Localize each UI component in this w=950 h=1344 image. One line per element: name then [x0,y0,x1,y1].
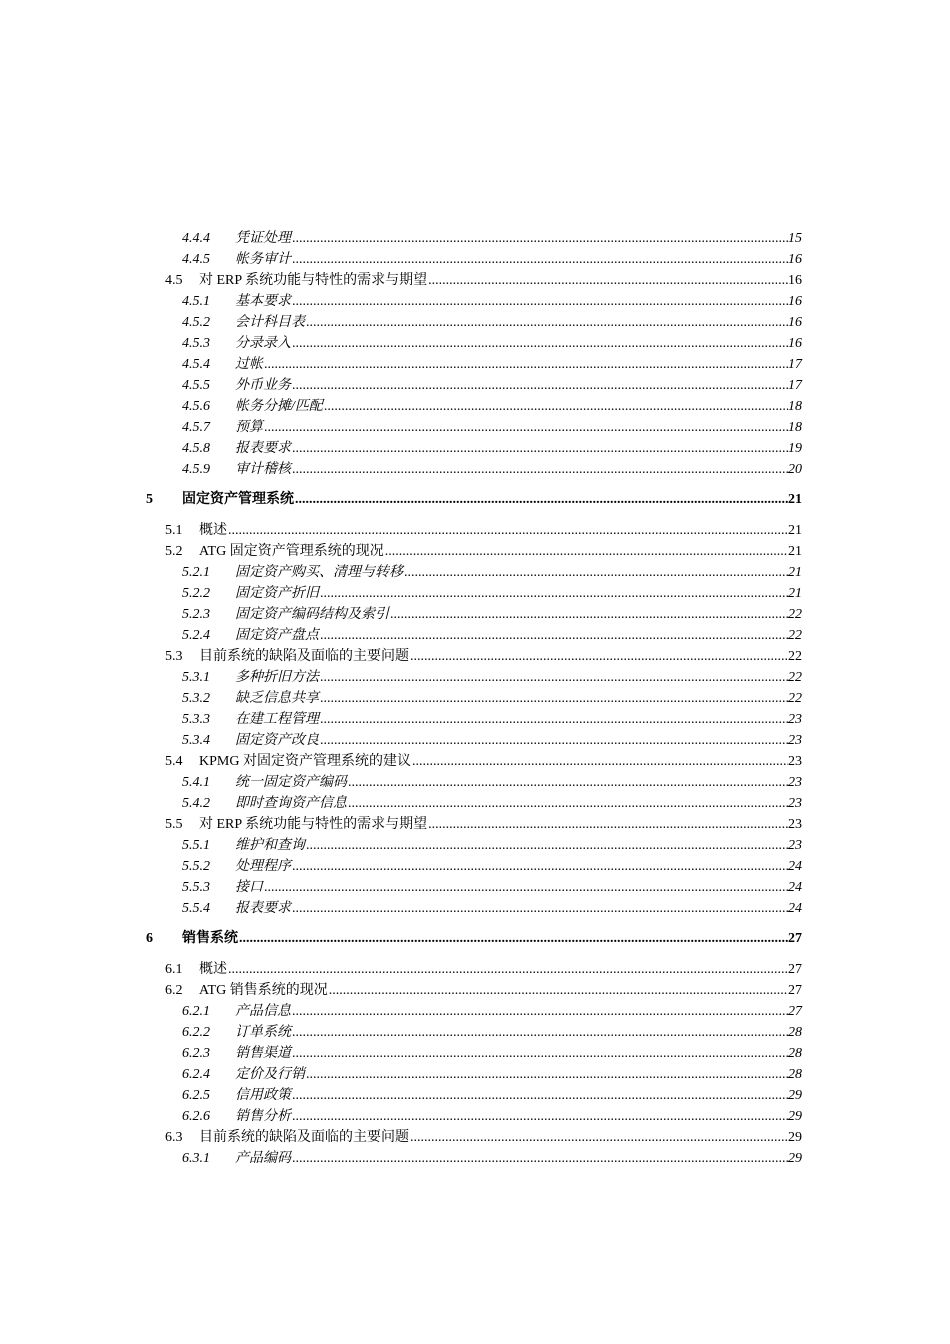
toc-entry-page-number: 21 [788,492,802,507]
toc-entry-title: 预算 [235,420,263,435]
toc-entry-body [235,772,802,793]
toc-entry-level-3[interactable] [0,793,950,814]
toc-entry-number: 4.5.9 [182,462,210,477]
toc-entry-level-3[interactable] [0,1064,950,1085]
dot-leader [292,898,788,919]
toc-entry-page-number: 28 [788,1025,802,1040]
toc-entry-level-1[interactable] [0,485,950,515]
toc-entry-title: 分录录入 [235,336,291,351]
toc-entry-body [199,270,802,291]
toc-entry-level-2[interactable] [0,751,950,772]
toc-entry-page-number: 16 [788,336,802,351]
toc-entry-number: 5.3.4 [182,733,210,748]
toc-entry-body [199,1127,802,1148]
toc-entry-body [199,980,802,1001]
toc-entry-title: 会计科目表 [235,315,305,330]
toc-entry-title: 审计稽核 [235,462,291,477]
toc-entry-body [235,375,802,396]
dot-leader [410,1127,788,1148]
toc-entry-number: 6.2.5 [182,1088,210,1103]
toc-entry-page-number: 24 [788,880,802,895]
dot-leader [292,459,788,480]
toc-entry-level-3[interactable] [0,312,950,333]
dot-leader [410,646,788,667]
dot-leader [292,333,788,354]
toc-entry-page-number: 22 [788,670,802,685]
toc-entry-level-3[interactable] [0,249,950,270]
toc-entry-body [199,959,802,980]
toc-entry-title: 产品信息 [235,1004,291,1019]
toc-entry-page-number: 24 [788,901,802,916]
toc-entry-number: 5.5 [165,817,183,832]
toc-entry-number: 4.5.8 [182,441,210,456]
toc-entry-title: KPMG 对固定资产管理系统的建议 [199,754,411,769]
toc-entry-number: 4.4.5 [182,252,210,267]
toc-entry-number: 5.5.4 [182,901,210,916]
toc-entry-number: 6.2.4 [182,1067,210,1082]
toc-entry-number: 5.1 [165,523,183,538]
toc-entry-level-3[interactable] [0,730,950,751]
toc-entry-title: 目前系统的缺陷及面临的主要问题 [199,649,409,664]
toc-entry-page-number: 21 [788,565,802,580]
toc-entry-title: 概述 [199,962,227,977]
toc-entry-title: 对 ERP 系统功能与特性的需求与期望 [199,273,428,288]
toc-entry-title: 固定资产编码结构及索引 [235,607,389,622]
toc-entry-title: 外币业务 [235,378,291,393]
toc-entry-title: 固定资产改良 [235,733,319,748]
toc-entry-level-3[interactable] [0,291,950,312]
toc-entry-page-number: 28 [788,1067,802,1082]
toc-entry-level-3[interactable] [0,375,950,396]
toc-entry-page-number: 27 [788,1004,802,1019]
toc-entry-page-number: 23 [788,733,802,748]
toc-entry-body [235,604,802,625]
dot-leader [292,1022,788,1043]
toc-entry-body [235,228,802,249]
toc-entry-level-2[interactable] [0,270,950,291]
toc-entry-title: 销售分析 [235,1109,291,1124]
toc-entry-body [235,1022,802,1043]
dot-leader [348,793,788,814]
toc-entry-number: 4.4.4 [182,231,210,246]
toc-entry-number: 6.1 [165,962,183,977]
toc-entry-title: 产品编码 [235,1151,291,1166]
toc-entry-title: 过帐 [235,357,263,372]
toc-entry-body [235,709,802,730]
toc-entry-level-3[interactable] [0,333,950,354]
toc-entry-level-2[interactable] [0,1127,950,1148]
dot-leader [320,709,788,730]
toc-entry-page-number: 28 [788,1046,802,1061]
toc-entry-number: 4.5.5 [182,378,210,393]
toc-entry-page-number: 17 [788,378,802,393]
toc-entry-title: 报表要求 [235,901,291,916]
toc-entry-page-number: 27 [788,962,802,977]
toc-entry-title: 统一固定资产编码 [235,775,347,790]
toc-entry-title: 订单系统 [235,1025,291,1040]
toc-entry-level-2[interactable] [0,520,950,541]
toc-entry-page-number: 29 [788,1151,802,1166]
toc-entry-title: 固定资产折旧 [235,586,319,601]
toc-entry-title: 接口 [235,880,263,895]
dot-leader [348,772,788,793]
toc-entry-level-3[interactable] [0,438,950,459]
toc-entry-page-number: 23 [788,775,802,790]
toc-entry-page-number: 23 [788,796,802,811]
toc-entry-number: 5.2.3 [182,607,210,622]
toc-entry-page-number: 19 [788,441,802,456]
toc-entry-page-number: 27 [788,983,802,998]
toc-entry-level-3[interactable] [0,583,950,604]
toc-entry-body [235,1064,802,1085]
toc-entry-page-number: 27 [788,931,802,946]
toc-entry-number: 5.5.2 [182,859,210,874]
toc-entry-page-number: 22 [788,649,802,664]
toc-entry-body [235,1106,802,1127]
dot-leader [320,730,788,751]
dot-leader [292,1001,788,1022]
toc-entry-number: 5 [146,492,153,507]
dot-leader [228,520,788,541]
toc-entry-title: 目前系统的缺陷及面临的主要问题 [199,1130,409,1145]
dot-leader [264,354,788,375]
toc-entry-number: 6.3 [165,1130,183,1145]
toc-entry-body [199,646,802,667]
toc-entry-page-number: 23 [788,712,802,727]
toc-entry-title: ATG 销售系统的现况 [199,983,328,998]
dot-leader [264,877,788,898]
dot-leader [329,980,788,1001]
toc-entry-title: 缺乏信息共享 [235,691,319,706]
toc-entry-number: 4.5 [165,273,183,288]
toc-entry-level-3[interactable] [0,417,950,438]
toc-entry-page-number: 17 [788,357,802,372]
toc-entry-level-3[interactable] [0,228,950,249]
toc-entry-number: 5.5.3 [182,880,210,895]
toc-entry-level-3[interactable] [0,396,950,417]
dot-leader [292,291,788,312]
toc-entry-body [235,417,802,438]
toc-entry-body [235,730,802,751]
toc-entry-body [235,291,802,312]
toc-entry-level-3[interactable] [0,1043,950,1064]
dot-leader [320,667,788,688]
toc-entry-body [235,898,802,919]
toc-entry-level-3[interactable] [0,562,950,583]
toc-entry-body [235,1148,802,1169]
dot-leader [292,375,788,396]
toc-entry-level-2[interactable] [0,814,950,835]
toc-entry-body [235,583,802,604]
toc-entry-number: 5.4 [165,754,183,769]
toc-entry-body [199,541,802,562]
table-of-contents [0,228,950,1169]
toc-entry-body [235,438,802,459]
dot-leader [412,751,788,772]
toc-entry-page-number: 23 [788,817,802,832]
dot-leader [239,924,788,954]
toc-entry-level-3[interactable] [0,1022,950,1043]
toc-entry-body [199,814,802,835]
dot-leader [292,1043,788,1064]
dot-leader [428,270,788,291]
toc-entry-body [235,396,802,417]
dot-leader [228,959,788,980]
toc-entry-page-number: 21 [788,523,802,538]
toc-entry-level-2[interactable] [0,980,950,1001]
toc-entry-page-number: 24 [788,859,802,874]
toc-entry-number: 4.5.7 [182,420,210,435]
toc-entry-body [235,877,802,898]
dot-leader [306,1064,788,1085]
toc-entry-body [182,924,802,954]
toc-entry-title: 固定资产管理系统 [182,492,294,507]
toc-entry-title: 销售系统 [182,931,238,946]
toc-entry-level-2[interactable] [0,959,950,980]
toc-entry-page-number: 22 [788,607,802,622]
toc-entry-level-2[interactable] [0,541,950,562]
dot-leader [320,625,788,646]
toc-entry-level-3[interactable] [0,688,950,709]
dot-leader [320,583,788,604]
toc-entry-body [235,354,802,375]
toc-entry-level-3[interactable] [0,604,950,625]
dot-leader [385,541,788,562]
toc-entry-number: 5.3.3 [182,712,210,727]
toc-entry-title: 即时查询资产信息 [235,796,347,811]
toc-entry-body [235,667,802,688]
dot-leader [264,417,788,438]
toc-entry-body [235,688,802,709]
toc-entry-number: 5.4.1 [182,775,210,790]
toc-entry-number: 6.2.2 [182,1025,210,1040]
toc-entry-body [235,625,802,646]
toc-entry-number: 4.5.6 [182,399,210,414]
toc-entry-title: 帐务分摊/匹配 [235,399,323,414]
dot-leader [292,1148,788,1169]
toc-entry-body [235,333,802,354]
dot-leader [428,814,788,835]
toc-entry-title: 报表要求 [235,441,291,456]
toc-entry-title: 定价及行销 [235,1067,305,1082]
toc-entry-number: 4.5.3 [182,336,210,351]
toc-entry-page-number: 22 [788,628,802,643]
dot-leader [390,604,788,625]
toc-entry-number: 5.2.2 [182,586,210,601]
toc-entry-title: 处理程序 [235,859,291,874]
toc-entry-page-number: 21 [788,586,802,601]
toc-entry-page-number: 18 [788,399,802,414]
toc-entry-page-number: 29 [788,1109,802,1124]
toc-entry-level-3[interactable] [0,877,950,898]
toc-entry-title: 对 ERP 系统功能与特性的需求与期望 [199,817,428,832]
dot-leader [292,1085,788,1106]
toc-entry-page-number: 22 [788,691,802,706]
toc-entry-title: 固定资产购买、清理与转移 [235,565,403,580]
toc-entry-body [235,562,802,583]
dot-leader [292,249,788,270]
toc-entry-number: 6.2.1 [182,1004,210,1019]
toc-entry-level-3[interactable] [0,459,950,480]
toc-entry-level-2[interactable] [0,646,950,667]
toc-entry-body [199,520,802,541]
dot-leader [295,485,788,515]
toc-entry-title: 凭证处理 [235,231,291,246]
toc-entry-number: 5.2.4 [182,628,210,643]
toc-entry-level-3[interactable] [0,772,950,793]
toc-entry-number: 6.2 [165,983,183,998]
dot-leader [320,688,788,709]
toc-entry-number: 5.4.2 [182,796,210,811]
toc-entry-body [235,1043,802,1064]
toc-entry-title: 基本要求 [235,294,291,309]
dot-leader [324,396,788,417]
toc-entry-page-number: 29 [788,1130,802,1145]
toc-entry-title: 维护和查询 [235,838,305,853]
dot-leader [292,228,788,249]
toc-entry-title: 信用政策 [235,1088,291,1103]
toc-entry-number: 6.2.3 [182,1046,210,1061]
toc-entry-number: 5.2 [165,544,183,559]
toc-entry-body [235,1001,802,1022]
toc-entry-level-3[interactable] [0,354,950,375]
toc-entry-body [235,1085,802,1106]
toc-entry-body [235,312,802,333]
toc-entry-page-number: 16 [788,252,802,267]
toc-entry-number: 5.3 [165,649,183,664]
toc-entry-level-3[interactable] [0,1148,950,1169]
toc-entry-number: 5.3.1 [182,670,210,685]
toc-entry-body [235,459,802,480]
toc-entry-title: ATG 固定资产管理系统的现况 [199,544,384,559]
toc-entry-level-3[interactable] [0,1001,950,1022]
toc-entry-level-1[interactable] [0,924,950,954]
toc-entry-title: 在建工程管理 [235,712,319,727]
toc-entry-level-3[interactable] [0,835,950,856]
dot-leader [306,835,788,856]
dot-leader [404,562,788,583]
dot-leader [292,856,788,877]
dot-leader [306,312,788,333]
toc-entry-body [182,485,802,515]
toc-entry-body [235,856,802,877]
toc-entry-number: 5.5.1 [182,838,210,853]
toc-entry-level-3[interactable] [0,709,950,730]
toc-entry-page-number: 15 [788,231,802,246]
toc-entry-title: 多种折旧方法 [235,670,319,685]
toc-entry-body [235,793,802,814]
toc-entry-page-number: 23 [788,754,802,769]
toc-entry-number: 5.3.2 [182,691,210,706]
toc-entry-number: 6.2.6 [182,1109,210,1124]
toc-entry-number: 5.2.1 [182,565,210,580]
toc-entry-level-3[interactable] [0,1085,950,1106]
toc-entry-page-number: 23 [788,838,802,853]
toc-entry-level-3[interactable] [0,667,950,688]
toc-entry-body [235,249,802,270]
toc-entry-page-number: 16 [788,315,802,330]
toc-entry-number: 4.5.2 [182,315,210,330]
toc-entry-number: 4.5.4 [182,357,210,372]
dot-leader [292,438,788,459]
toc-entry-page-number: 16 [788,273,802,288]
toc-entry-title: 固定资产盘点 [235,628,319,643]
toc-entry-body [199,751,802,772]
toc-entry-number: 6 [146,931,153,946]
toc-entry-body [235,835,802,856]
toc-entry-page-number: 21 [788,544,802,559]
toc-entry-level-3[interactable] [0,856,950,877]
toc-entry-title: 销售渠道 [235,1046,291,1061]
toc-entry-title: 帐务审计 [235,252,291,267]
toc-entry-page-number: 29 [788,1088,802,1103]
toc-entry-number: 4.5.1 [182,294,210,309]
toc-entry-page-number: 18 [788,420,802,435]
toc-entry-page-number: 20 [788,462,802,477]
toc-entry-level-3[interactable] [0,1106,950,1127]
toc-entry-level-3[interactable] [0,625,950,646]
toc-entry-level-3[interactable] [0,898,950,919]
dot-leader [292,1106,788,1127]
toc-entry-number: 6.3.1 [182,1151,210,1166]
toc-entry-page-number: 16 [788,294,802,309]
toc-entry-title: 概述 [199,523,227,538]
